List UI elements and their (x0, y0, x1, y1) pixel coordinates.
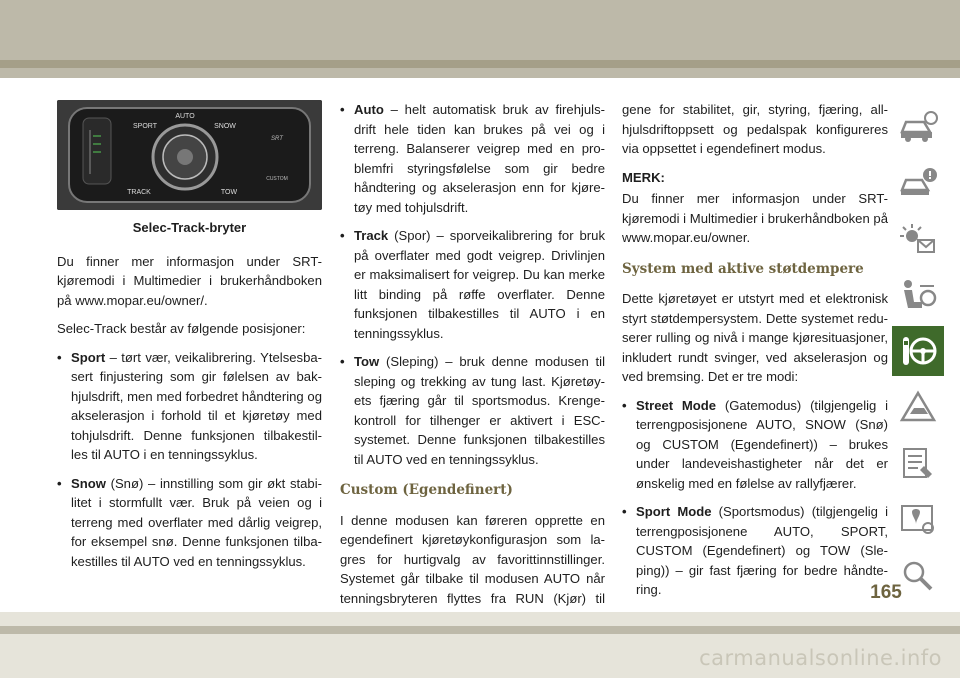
chapter-tabs (892, 102, 944, 662)
bullet-term: Auto (354, 102, 384, 117)
note-text: Du finner mer informasjon under SRT-kjøremodi i Multimedier i brukerhåndboken på www.mopar.eu/owner. (622, 191, 888, 245)
auto-label: AUTO (175, 113, 195, 120)
selec-track-switch-image (57, 100, 322, 210)
selec-track-switch-drawing (57, 100, 322, 210)
custom-paragraph: I denne modusen kan føreren opprette en egendefinert kjøretøykonfigurasjon som la-gres for hurtigvalg av favorittinnstillinger. Systemet går tilbake til modusen AUTO når tenningsbryteren flyttes fra RUN (Kjør) til (340, 512, 605, 606)
tab-multimedia[interactable] (892, 494, 944, 544)
tab-car-info[interactable] (892, 102, 944, 152)
positions-intro: Selec-Track består av følgende posisjoner: (57, 321, 306, 336)
multimedia-map-icon (898, 502, 938, 536)
bullet-sport-mode (622, 502, 888, 600)
figure-caption: Selec-Track-bryter (132, 220, 247, 235)
dampers-paragraph: Dette kjøretøyet er utstyrt med et elektronisk styrt støtdempersystem. Dette systemet redu-serer rulling og nivå i mange kjøresituasjoner, inkludert rundt svinger, ved akselerasjon og ved bremsing. Det er tre modi: (622, 291, 888, 384)
warning-car-icon (898, 166, 938, 200)
page-number: 165 (870, 582, 902, 603)
bullet-sport (57, 348, 322, 465)
tab-warning-car[interactable] (892, 158, 944, 208)
bullet-text: (Gatemodus) (tilgjengelig i terrengposisjonene AUTO, SNOW (Snø) og CUSTOM (Egendefinert)) – brukes under landeveishastigheter når det er ønskelig med en følelse av rallyfjærer. (636, 397, 889, 491)
custom-label: CUSTOM (266, 176, 288, 182)
section-heading-active-dampers: System med aktive støtdempere (622, 260, 864, 277)
column-1 (57, 100, 322, 580)
column-3 (622, 100, 888, 609)
column-2 (340, 100, 605, 656)
tab-steering-wheel[interactable] (892, 326, 944, 376)
bullet-text: – tørt vær, veikalibrering. Ytelsesba-sert finjustering som gir følelsen av bak-hjulsdrift, men med forbedret håndtering og akselerasjon i forhold til et kjøretøy med tohjulsdrift. Denne funksjonen tilbakestil-les til AUTO i en tenningssyklus. (71, 349, 322, 462)
bullet-text: (Spor) – sporveikalibrering for bruk på overflater med godt veigrep. Drivlinjen er maksimalisert for veigrep. Du kan merke litt binding på røffe overflater. Denne funksjonen tilbakestilles til AUTO i en tenningssyklus. (354, 228, 605, 341)
tab-seat-person[interactable] (892, 270, 944, 320)
sport-label: SPORT (133, 123, 157, 130)
steering-wheel-icon (898, 333, 938, 369)
intro-paragraph: Du finner mer informasjon under SRT-kjøremodi i Multimedier i brukerhåndboken på www.mopar.eu/owner/. (57, 253, 322, 308)
watermark: carmanualsonline.info (699, 646, 942, 670)
footer-stripe (0, 626, 960, 634)
tow-label: TOW (220, 189, 238, 196)
bullet-tow (340, 352, 605, 469)
note-heading: MERK: (622, 169, 665, 185)
bullet-term: Sport Mode (636, 504, 712, 519)
tab-service-list[interactable] (892, 438, 944, 488)
header-stripe (0, 60, 960, 68)
bullet-term: Track (354, 228, 389, 243)
track-label: TRACK (127, 189, 151, 196)
bullet-auto (340, 100, 605, 217)
bullet-text: – helt automatisk bruk av firehjuls-drift hele tiden kan brukes på vei og i terreng. Balanserer veigrep med en pro-blemfri styringsfølelse som gir bedre håndtering og akselerasjon enn for kjøre-tøy med tohjulsdrift. (354, 102, 605, 215)
bullet-text: (Sportsmodus) (tilgjengelig i terrengposisjonene AUTO, SPORT, CUSTOM (Egendefinert) og TOW (Sle-ping)) – gir fast fjæring for bedre håndte-ring. (636, 504, 888, 597)
bullet-term: Sport (71, 349, 106, 365)
roadside-triangle-icon (898, 390, 938, 424)
service-list-icon (898, 446, 938, 480)
bullet-term: Tow (354, 354, 380, 369)
dashboard-lights-icon (898, 222, 938, 256)
car-info-icon (898, 110, 938, 144)
bullet-snow (57, 474, 322, 572)
bullet-text: (Sleping) – bruk denne modusen til sleping og trekking av tung last. Kjøretøy-ets fjæring går til sportsmodus. Krenge-kontroll for tilhenger er aktivert i ESC-systemet. Denne funksjonen tilbakestilles til AUTO ved en tenningssyklus. (354, 354, 605, 467)
bullet-text: (Snø) – innstilling som gir økt stabi-litet i stormfullt vær. Bruk på veien og i terreng med overflater med dårlig veigrep, for eksempel snø. Denne funksjonen tilba-kestilles til AUTO ved en tenningssyklus. (71, 475, 322, 569)
bullet-term: Snow (71, 475, 106, 491)
custom-continued-paragraph: gene for stabilitet, gir, styring, fjæring, all-hjulsdriftoppsett og pedalspak konfigureres via oppsettet i egendefinert modus. (622, 102, 888, 156)
header-band (0, 0, 960, 78)
seat-person-icon (898, 278, 938, 312)
section-heading-custom: Custom (Egendefinert) (340, 482, 513, 498)
tab-roadside[interactable] (892, 382, 944, 432)
bullet-term: Street Mode (636, 397, 717, 413)
snow-label: SNOW (214, 123, 236, 130)
bullet-track (340, 226, 605, 343)
bullet-street-mode (622, 396, 888, 494)
srt-logo: SRT (271, 136, 283, 142)
tab-dashboard-lights[interactable] (892, 214, 944, 264)
